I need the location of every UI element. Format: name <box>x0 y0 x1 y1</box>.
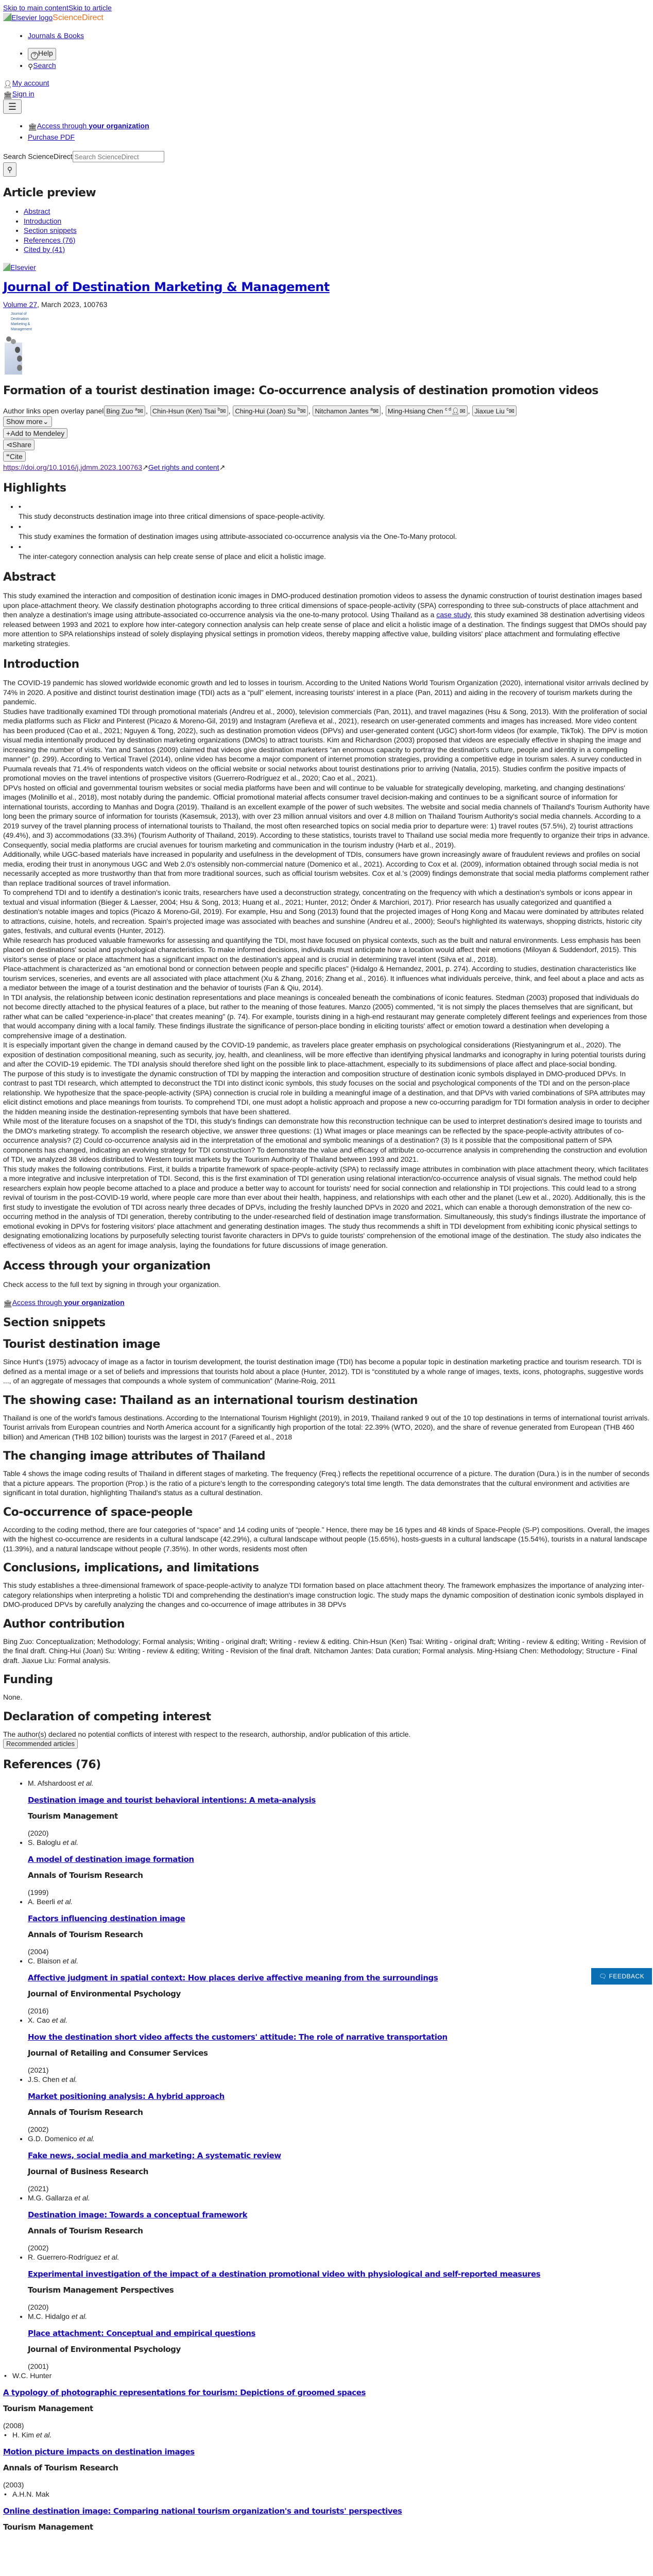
et-al: et al. <box>79 2134 95 2143</box>
intro-paragraph: Additionally, while UGC-based materials have increased in popularity and usefulness in the development of TDIs, consumers have grown increasingly aware of fraudulent reviews and profiles on social media, eroding their trust in anonymous UGC and Web 2.0's ostensibly non-commercial nature (Domenico et al., 2021). According to Cox et al. (2009), information obtained through social media is not necessarily accepted as more trustworthy than that from more traditional sources, such as official tourism websites. Cox et al.'s (2009) findings demonstrate that social media platforms complement rather than replace traditional sources of travel information. <box>3 850 649 887</box>
intro-paragraph: To comprehend TDI and to identify a destination's iconic traits, researchers have used a deconstruction strategy, concentrating on the frequency with which a destination's symbols or icons appear in textual and visual information (Bieger & Laesser, 2004; Hsu & Song, 2013; Huang et al., 2021; Hunter, 2012; Önder & Marchiori, 2017). Prior research has usually categorized and quantified a destination's notable images and topics (Picazo & Moreno-Gil, 2019). For example, Hsu and Song (2013) found that the projected images of Hong Kong and Macau were dominated by attributes related to attractions, cuisine, hotels, and recreation. Spain's projected image was associated with beaches and sunshine (Andreu et al., 2000); Seoul's highlighted its waterways, shopping districts, historic city gates, festivals, and cultural events (Hunter, 2012). <box>3 888 644 935</box>
highlight-text: This study examines the formation of destination images using attribute-associated co-occurrence analysis via the One-To-Many protocol. <box>19 532 457 540</box>
speech-bubble-icon: 🗨︎ <box>598 1972 607 1980</box>
et-al: et al. <box>57 1897 73 1906</box>
help-button[interactable] <box>28 48 56 60</box>
mendeley-label: Add to Mendeley <box>10 429 65 437</box>
author-button[interactable] <box>233 405 307 416</box>
intro-paragraph: The purpose of this study is to investigate the dynamic construction of TDI by mapping the interaction and composition structure of destination iconic symbols displayed in DMO-produced DPVs. In contrast to past TDI research, which attempted to deconstruct the TDI into distinct iconic symbols, this study focuses on the social and psychological components of the TDI and on the person-place relationship. We hypothesize that the space-people-activity (SPA) connection is crucial role in building a meaningful image of a destination, and that DPVs with varied combinations of SPA attributes may elicit distinct emotions and place meanings from tourists. To comprehend TDI, one must adopt a holistic approach and propose a new co-occurring paradigm for TDI formation analysis in order to decipher the hidden meaning inside the destination-representing symbols that have been shattered. <box>3 1069 650 1116</box>
chevron-down-icon: ⌄ <box>42 417 49 426</box>
reference-author-name: A. Beerli <box>28 1897 55 1906</box>
journal-title <box>3 279 650 295</box>
reference-author <box>28 1957 78 1965</box>
snippet-text: This study establishes a three-dimensional framework of space-people-activity to analyze TDI formation based on place attachment theory. The framework emphasizes the importance of analyzing inter-category relationships when interpreting a holistic TDI and comprehending the destination's image construction logic. The study maps the dynamic composition of destination iconic symbols displayed in DMO-produced DPVs by carefully analyzing the changes and co-occurrence of image attributes in 38 DPVs <box>3 1581 645 1609</box>
cite-button[interactable] <box>3 451 26 462</box>
reference-author <box>28 2016 67 2024</box>
reference-item <box>28 1956 650 2015</box>
intro-paragraph: Studies have traditionally examined TDI through promotional materials (Andreu et al., 2000), television commercials (Pan, 2011), and travel magazines (Hsu & Song, 2013). With the proliferation of social media platforms such as Flickr and Pinterest (Picazo & Moreno-Gil, 2019) and Instagram (Arefieva et al., 2021), research on user-generated comments and images has increased. More video content has been produced (Cao et al., 2021; Nguyen & Tong, 2022), such as destination promotion videos (DPVs) and user-generated content (UGC) short-form videos (for example, TikTok). The DPV is motion visual media intentionally produced by destination marketing organizations (DMOs) to attract tourists. Kim and Richardson (2003) proposed that videos are especially effective in shaping the image and increasing the number of visits. Yan and Santos (2009) claimed that videos give destination marketers “an enormous capacity to portray the destination's culture, people and identity in a compelling manner” (p. 299). According to Vertical Travel (2014), online video has become a major component of internet promotion strategies, providing a competitive edge in tourism sales. A survey conducted in Puumala reveals that 71.4% of respondents watch videos on the official website or social networks about tourist destinations prior to arriving (Natalia, 2015). Studies confirm the positive impacts of promotional movies on the travel intentions of prospective visitors (Guerrero-Rodríguez et al., 2020; Cao et al., 2021). <box>3 707 648 783</box>
search-icon: ⚲ <box>28 62 33 71</box>
envelope-icon: ✉ <box>459 406 466 415</box>
share-icon: ⊲ <box>6 440 12 449</box>
reference-author-name: M.C. Hidalgo <box>28 2312 70 2321</box>
section-snippets-heading: Section snippets <box>3 1316 106 1330</box>
nav-item-search <box>28 61 650 72</box>
volume-info <box>3 300 650 310</box>
reference-author <box>3 2371 650 2381</box>
highlight-item: • • The inter-category connection analysis can help create sense of place and elicit a holistic image. <box>19 542 650 561</box>
reference-author-name: A.H.N. Mak <box>12 2490 49 2499</box>
reference-year: (2003) <box>3 2480 24 2489</box>
reference-item <box>28 2312 650 2371</box>
reference-journal: Annals of Tourism Research <box>3 2463 118 2472</box>
snippet-text: The author(s) declared no potential conflicts of interest with respect to the research, authorship, and/or publication of this article. <box>3 1730 411 1738</box>
reference-author-name: H. Kim <box>12 2431 34 2439</box>
reference-item <box>28 2075 650 2134</box>
quote-icon: “ <box>6 452 10 461</box>
reference-author-name: G.D. Domenico <box>28 2134 77 2143</box>
reference-item <box>28 2015 650 2075</box>
toc-references[interactable]: References (76) <box>24 235 76 244</box>
reference-item <box>28 2134 650 2193</box>
toc-introduction[interactable]: Introduction <box>24 216 62 225</box>
cover-title: Journal of Destination Marketing & Management <box>11 312 32 331</box>
reference-title-link[interactable]: A typology of photographic representations for tourism: Depictions of groomed spaces <box>3 2387 366 2397</box>
issue-info: , March 2023, 100763 <box>37 300 108 309</box>
author-name: Bing Zuo <box>106 406 133 415</box>
sign-in-link[interactable]: Sign in <box>12 89 35 98</box>
rights-link[interactable]: Get rights and content <box>148 463 219 471</box>
affiliation-sup: c d <box>445 406 452 412</box>
reference-item <box>28 1897 650 1956</box>
external-link-icon: ↗ <box>219 463 226 471</box>
institution-icon: 🏛︎ <box>28 123 37 131</box>
access-prefix: Access through <box>12 1298 64 1307</box>
reference-year: (2016) <box>28 2006 49 2015</box>
reference-author <box>28 1779 94 1787</box>
abstract-part: This study examined the interaction and composition of destination iconic images in DMO-produced destination promotion videos to assess the dynamic construction of tourist destination images based upon place-attachment theory. We classify destination photographs according to three critical dimensions of space-people-activity (SPA) corresponding to three sub-constructs of place attachment and then analyze a destination's image using attribute-associated co-occurrence analysis via the one-to-many protocol. Using Thailand as a <box>3 591 642 619</box>
share-label: Share <box>12 440 32 449</box>
abstract-heading: Abstract <box>3 571 56 584</box>
reference-journal: Annals of Tourism Research <box>28 2226 143 2235</box>
elsevier-alt: Elsevier <box>10 263 36 272</box>
search-label: Search ScienceDirect <box>3 152 73 161</box>
help-label: Help <box>38 48 53 57</box>
affiliation-sup: b <box>297 406 300 412</box>
reference-journal: Journal of Retailing and Consumer Services <box>28 2048 208 2058</box>
author-name: Jiaxue Liu <box>474 406 505 415</box>
highlight-item: • • This study deconstructs destination image into three critical dimensions of space-people-activity. <box>19 502 650 521</box>
article-title: Formation of a tourist destination image: Co-occurrence analysis of destination promotion videos <box>3 384 598 397</box>
envelope-icon: ✉ <box>138 406 143 415</box>
reference-year: (2021) <box>28 2065 49 2074</box>
access-organization-link[interactable] <box>37 122 149 130</box>
snippet-heading: The showing case: Thailand as an international tourism destination <box>3 1394 418 1407</box>
reference-journal: Tourism Management <box>28 1811 118 1821</box>
et-al: et al. <box>51 2016 68 2025</box>
abstract-text <box>3 591 650 648</box>
snippet-heading: Co-occurrence of space-people <box>3 1505 193 1519</box>
envelope-icon: ✉ <box>373 406 379 415</box>
intro-paragraph: The COVID-19 pandemic has slowed worldwide economic growth and led to losses in tourism. According to the United Nations World Tourism Organization (2020), international visitor arrivals declined by 74% in 2020. A positive and distinct tourist destination image (TDI) acts as a “pull” element, increasing tourists' interest in a place (Pan, 2011) and aiding in the recovery of tourism markets during the pandemic. <box>3 679 649 706</box>
hamburger-icon: ☰ <box>8 101 17 112</box>
nav-item-purchase <box>28 132 650 142</box>
elsevier-publisher-link[interactable] <box>3 263 36 272</box>
reference-item <box>3 2489 650 2532</box>
et-al: et al. <box>74 2194 90 2202</box>
article-preview-heading: Article preview <box>3 187 96 199</box>
snippet-text: None. <box>3 1693 23 1702</box>
toc-section-snippets[interactable]: Section snippets <box>24 226 77 234</box>
reference-journal: Journal of Environmental Psychology <box>28 1989 181 1998</box>
reference-journal: Journal of Business Research <box>28 2166 149 2176</box>
reference-item <box>28 2193 650 2252</box>
reference-author-name: X. Cao <box>28 2016 50 2025</box>
sciencedirect-logo[interactable]: ScienceDirect <box>53 13 104 22</box>
snippet-heading: Author contribution <box>3 1617 125 1631</box>
reference-title-link[interactable]: A model of destination image formation <box>28 1854 194 1864</box>
snippet-heading: Tourist destination image <box>3 1338 160 1351</box>
introduction-heading: Introduction <box>3 658 79 671</box>
purchase-pdf-link[interactable]: Purchase PDF <box>28 132 75 141</box>
access-bold: your organization <box>89 122 149 130</box>
add-to-mendeley-button[interactable] <box>3 428 67 438</box>
reference-author-name: C. Blaison <box>28 1957 61 1965</box>
reference-year: (2001) <box>28 2362 49 2370</box>
highlight-item: • • This study examines the formation of destination images using attribute-associated co-occurrence analysis via the One-To-Many protocol. <box>19 522 650 541</box>
author-button[interactable] <box>104 405 145 416</box>
reference-journal: Journal of Environmental Psychology <box>28 2344 181 2354</box>
snippet-text: Table 4 shows the image coding results of Thailand in different stages of marketing. The frequency (Freq.) reflects the repetitional occurrence of a picture. The duration (Dura.) is in the number of seconds that a picture appears. The proportion (Prop.) is the ratio of a picture's length to the corresponding category's total time length. The data demonstrates that the cultural environment and activities are significant in total duration, highlighting Thailand's status as a cultural destination. <box>3 1469 649 1497</box>
author-name: Chin-Hsun (Ken) Tsai <box>152 406 216 415</box>
broken-image-icon <box>3 263 10 271</box>
journal-title-link[interactable]: Journal of Destination Marketing & Management <box>3 280 330 294</box>
elsevier-logo-alt: Elsevier logo <box>11 13 53 22</box>
reference-title-link[interactable]: Affective judgment in spatial context: How places derive affective meaning from the surroundings <box>28 1973 438 1982</box>
help-icon: ? <box>31 52 38 59</box>
reference-journal: Annals of Tourism Research <box>28 1870 143 1880</box>
intro-paragraph: While research has produced valuable frameworks for assessing and quantifying the TDI, most have focused on physical contexts, such as the built and natural environments. Less emphasis has been placed on destinations' social and psychological characteristics. To make informed decisions, individuals must anticipate how a location would affect their emotions (Miloyan & Suddendorf, 2015). This visitor's sense of place or place attachment has a significant impact on the destination's appeal and is crucial in determining travel intent (Silva et al., 2018). <box>3 936 641 963</box>
snippet-text: According to the coding method, there are four categories of “space” and 14 coding units of “people.” Hence, there may be 16 types and 48 kinds of Space-People (S-P) compositions. Overall, the images with the highest co-occurrence are residents in a cultural landscape (42.29%), a cultural landscape without people (15.65%), hosts-guests in a cultural landscape (15.54%), tourists in a natural landscape (11.39%), and a natural landscape without people (7.35%). In other words, residents most often <box>3 1525 650 1553</box>
reference-title-link[interactable]: Place attachment: Conceptual and empirical questions <box>28 2328 256 2338</box>
author-name: Ching-Hui (Joan) Su <box>235 406 296 415</box>
reference-author-name: M. Afshardoost <box>28 1779 76 1788</box>
toc-list <box>3 207 650 255</box>
author-button[interactable] <box>386 405 468 416</box>
intro-paragraph: Place-attachment is characterized as “an emotional bond or connection between people and specific places” (Hidalgo & Hernandez, 2001, p. 274). According to studies, destination characteristics like tourism services, sceneries, and events are all associated with place attachment (Xu & Zhang, 2016; Zhang et al., 2016). It influences what individuals perceive, think, and feel about a place and acts as a mediator between the image of a tourist destination and the behavior of tourists (Fan & Qiu, 2014). <box>3 964 644 992</box>
journals-books-link[interactable]: Journals & Books <box>28 31 84 40</box>
references-list <box>3 1778 650 2371</box>
brand-row <box>3 13 650 23</box>
skip-links <box>3 0 650 13</box>
reference-author-name: R. Guerrero-Rodríguez <box>28 2253 102 2262</box>
reference-year: (2002) <box>28 2125 49 2133</box>
author-button[interactable] <box>472 405 517 416</box>
case-study-link[interactable]: case study <box>436 611 471 619</box>
reference-journal: Annals of Tourism Research <box>28 2107 143 2117</box>
reference-item <box>3 2430 650 2489</box>
reference-author <box>3 2489 650 2499</box>
et-al: et al. <box>62 1838 79 1847</box>
intro-paragraph: It is especially important given the change in demand caused by the COVID-19 pandemic, as travelers place greater emphasis on psychological considerations (Riestyaningrum et al., 2020). The exposition of destination compositional meaning, such as security, joy, health, and cleanliness, will be more effective than identifying physical landmarks and iconography in luring potential tourists during and after the COVID-19 epidemic. The TDI analysis should therefore shed light on the possible link to place-attachment, especially to its subdimensions of place affect and place-social bonding. <box>3 1041 646 1069</box>
reference-item <box>28 1778 650 1838</box>
highlights-list <box>3 502 650 561</box>
reference-year: (2008) <box>3 2421 24 2430</box>
reference-title-link[interactable]: Motion picture impacts on destination images <box>3 2447 195 2456</box>
reference-item <box>28 1838 650 1897</box>
plus-icon: + <box>6 429 11 437</box>
intro-paragraph: This study makes the following contributions. First, it builds a tripartite framework of space-people-activity (SPA) to reclassify image attributes in combination with place attachment theory, which facilitates a more integrative and inclusive interpretation of TDI. Second, this is the first examination of TDI generation using relational interaction/co-occurrence analysis of visual signals. The method could help researchers explain how people become attached to a place and produce a better way to account for tourists' need for social connection and relationship in TDI projections. This could lead to a strong revival of tourism in the post-COVID-19 world, where people care more than ever about their health, happiness, and relationships with each other and the planet (Lew et al., 2020). Additionally, this is the first study to investigate the evolution of TDI across nearly three decades of DPVs, including the freshly launched DPVs in 2020 and 2021, which can enable a thorough demonstration of the new co-occurring method in the analysis of TDI generation, thereby contributing to the under-researched field of destination image transformation. Simultaneously, this study's findings illustrate the importance of emotional evoking in DPVs for fostering visitors' place attachment and generating destination images. The study thus recommends a shift in TDI development from exhibiting iconic physical settings to designating emotionalizing locations by purposefully selecting tourist favorite characters in DPVs to guide tourists' comprehension of the emotional image of the destination. The study also indicates the effectiveness of videos as an agent for image analysis, laying the foundations for future discussions of image generation. <box>3 1164 649 1249</box>
search-input[interactable] <box>73 151 164 162</box>
reference-author-name: S. Baloglu <box>28 1838 61 1847</box>
reference-journal: Tourism Management <box>3 2403 93 2413</box>
snippet-heading: The changing image attributes of Thailand <box>3 1450 266 1463</box>
reference-journal: Annals of Tourism Research <box>28 1929 143 1939</box>
author-name: Nitchamon Jantes <box>315 406 369 415</box>
volume-link[interactable]: Volume 27 <box>3 300 38 309</box>
skip-to-main-link[interactable]: Skip to main content <box>3 4 68 12</box>
search-submit-button[interactable] <box>3 162 16 177</box>
author-button[interactable] <box>150 405 228 416</box>
reference-author <box>3 2430 650 2440</box>
access-bold: your organization <box>64 1298 125 1307</box>
affiliation-sup: a <box>370 406 373 412</box>
feedback-button[interactable] <box>591 1968 652 1985</box>
author-name: Ming-Hsiang Chen <box>387 406 443 415</box>
snippet-heading: Funding <box>3 1673 53 1687</box>
intro-paragraph: DPVs hosted on official and governmental tourism websites or social media platforms have been and will continue to be valuable for strategically developing, marketing, and changing destinations' images (Molinillo et al., 2018), most notably during the pandemic. Official promotional material affects consumer travel decision-making and continues to be a significant source of information for international tourists, according to Manhas and Dogra (2019). Thailand is an excellent example of the power of such websites. The website and social media channels of Thailand's Tourism Authority have long been the primary source of information for tourists (Kasemsuk, 2013), with over 23 million annual visitors and over 4.8 million on Thailand Tourism Authority's social media channels. According to a 2019 survey of the travel planning process of international tourists to Thailand, the most often researched topics on social media prior to departure were: 1) travel routes (57.5%), 2) tourist attractions (49.4%), and 3) accommodations (33.3%) (Tourism Authority of Thailand, 2019). According to these statistics, tourists travel to Thailand use social media more frequently to organize their trips in advance. Consequently, social media platforms are crucial avenues for tourism marketing and communication in the tourism industry (Harb et al., 2019). <box>3 783 650 849</box>
section-snippets <box>3 1316 650 1739</box>
et-al: et al. <box>61 2075 77 2084</box>
reference-author <box>28 1838 78 1846</box>
highlight-text: This study deconstructs destination image into three critical dimensions of space-people-activity. <box>19 512 325 520</box>
toc-cited-by[interactable]: Cited by (41) <box>24 245 65 253</box>
et-al: et al. <box>104 2253 119 2262</box>
menu-button[interactable] <box>3 99 22 114</box>
show-more-label: Show more <box>6 417 43 426</box>
search-link[interactable]: Search <box>33 61 56 70</box>
skip-to-article-link[interactable]: Skip to article <box>68 4 112 12</box>
reference-year: (2002) <box>28 2243 49 2252</box>
reference-item <box>3 2371 650 2430</box>
affiliation-sup: b <box>217 406 220 412</box>
reference-year: (2004) <box>28 1947 49 1956</box>
access-prefix: Access through <box>37 122 89 130</box>
snippet-text: Since Hunt's (1975) advocacy of image as a factor in tourism development, the tourist destination image (TDI) has become a popular topic in destination marketing practice and tourism research. TDI is defined as a mental image or a set of beliefs and impressions that tourists hold about a place (Hunter, 2012). TDI is “constituted by a whole range of images, texts, icons, photographs, suggestive words ..., of an aggregate of messages that compounds a whole system of communication” (Marine-Roig, 2011 <box>3 1358 644 1385</box>
show-more-button[interactable] <box>3 416 52 427</box>
reference-title-link[interactable]: Market positioning analysis: A hybrid approach <box>28 2091 225 2101</box>
reference-year: (2020) <box>28 2302 49 2311</box>
person-icon: 👤︎ <box>3 80 12 88</box>
reference-item <box>28 2252 650 2312</box>
reference-author <box>28 2194 90 2202</box>
reference-title-link[interactable]: Factors influencing destination image <box>28 1913 185 1923</box>
envelope-icon: ✉ <box>300 406 306 415</box>
share-button[interactable] <box>3 439 35 450</box>
reference-year: (1999) <box>28 1888 49 1896</box>
snippet-text: Thailand is one of the world's famous destinations. According to the International Tourism Highlight (2019), in 2019, Thailand ranked 9 out of the 10 top destinations in terms of international tourist arrivals. Tourist arrivals from European countries and North America account for a significantly high proportion of the total: 22.39% (WTO, 2020), and the share of revenue generated from European (THB 460 billion) and American (THB 102 billion) tourists was the largest in 2017 (Fareed et al., 2018 <box>3 1413 650 1441</box>
broken-image-icon <box>3 13 11 21</box>
intro-paragraph: In TDI analysis, the relationship between iconic destination representations and place meanings is concealed beneath the combinations of iconic features. Stedman (2003) proposed that individuals do not become directly attached to the physical features of a place, but rather to the meaning of those features. Manzo (2005) commented, “it is not simply the places themselves that are significant, but rather what can be called “experience-in-place” that creates meaning” (p. 74). For example, tourists dining in a high-end restaurant may generate completely different feelings and experiences from those that would accompany dining with a local family. These findings illustrate the significance of person-place bonding in eliciting tourists' affect or emotion toward a destination when developing a comprehensive image of a destination. <box>3 993 647 1040</box>
person-icon: 👤︎ <box>451 406 460 415</box>
snippet-heading: Declaration of competing interest <box>3 1710 211 1723</box>
reference-author <box>28 2075 77 2083</box>
nav-item-access <box>28 121 650 132</box>
reference-author <box>28 1897 73 1906</box>
affiliation-sup: c <box>506 406 509 412</box>
envelope-icon: ✉ <box>509 406 514 415</box>
reference-title-link[interactable]: How the destination short video affects the customers' attitude: The role of narrative transportation <box>28 2032 448 2042</box>
et-al: et al. <box>62 1957 79 1965</box>
cite-label: Cite <box>10 452 23 461</box>
highlights-heading: Highlights <box>3 482 66 495</box>
institution-icon: 🏛︎ <box>3 1299 12 1308</box>
abstract-part: , this study examined 38 destination advertising videos released between 1993 and 2021 to explore how inter-category connection analysis can help create sense of place and elicit a holistic image of a destination. The findings suggest that DMOs should pay more attention to SPA relationships instead of solely displaying physical settings in promotion videos, thereby mapping affective value, building visitors' place attachment and formulating effective marketing strategies. <box>3 611 647 648</box>
reference-title-link[interactable]: Experimental investigation of the impact of a destination promotional video with physiological and self-reported measures <box>28 2269 541 2279</box>
elsevier-logo-link[interactable] <box>3 13 53 22</box>
et-al: et al. <box>71 2312 88 2321</box>
access-text: Check access to the full text by signing in through your organization. <box>3 1280 221 1289</box>
et-al: et al. <box>36 2431 52 2439</box>
references-heading: References (76) <box>3 1758 101 1772</box>
reference-author <box>28 2253 119 2261</box>
affiliation-sup: a <box>135 406 138 412</box>
search-icon: ⚲ <box>7 165 13 174</box>
recommended-articles-button[interactable]: Recommended articles <box>3 1739 78 1749</box>
references-list <box>3 2371 650 2532</box>
authors-label: Author links open overlay panel <box>3 406 104 415</box>
introduction-body <box>3 678 650 1250</box>
my-account-link[interactable]: My account <box>12 79 49 87</box>
intro-paragraph: While most of the literature focuses on a snapshot of the TDI, this study's findings can demonstrate how this reconstruction technique can be used to interpret destination's desired image to tourists and the DMO's marketing strategy. To accomplish the research objective, we answer three questions: (1) What images or place meanings can be reflected by the space-people-activity attributes of co-occurrence analysis? (2) Could co-occurrence analysis aid in the interpretation of the emotional and symbolic meanings of a destination? (3) Is it possible that the compositional pattern of SPA components has changed, indicating an evolving strategy for TDI construction? To demonstrate the value and efficacy of attribute co-occurrence analysis in comprehending the construction and evolution of TDI, we analyzed 38 videos distributed to Western tourist markets by the Tourism Authority of Thailand between 1993 and 2021. <box>3 1117 647 1164</box>
nav-item-journals <box>28 31 650 41</box>
reference-journal: Tourism Management Perspectives <box>28 2285 174 2295</box>
reference-author-name: W.C. Hunter <box>12 2371 52 2380</box>
reference-author-name: J.S. Chen <box>28 2075 60 2084</box>
reference-year: (2021) <box>28 2184 49 2193</box>
snippet-heading: Conclusions, implications, and limitations <box>3 1562 259 1575</box>
reference-author <box>28 2312 87 2320</box>
reference-author-name: M.G. Gallarza <box>28 2194 73 2202</box>
institution-icon: 🏛︎ <box>3 90 12 99</box>
snippet-text: Bing Zuo: Conceptualization; Methodology; Formal analysis; Writing - original draft; Writing - review & editing. Chin-Hsun (Ken) Tsai: Writing - original draft; Writing - review & editing; Writing - Revision of the final draft. Ching-Hui (Joan) Su: Writing - review & editing; Writing - Revision of the final draft. Nitchamon Jantes: Data curation; Formal analysis. Ming-Hsiang Chen: Methodology; Structure - Final draft. Jiaxue Liu: Formal analysis. <box>3 1637 646 1665</box>
reference-title-link[interactable]: Online destination image: Comparing national tourism organization's and tourists' perspectives <box>3 2506 402 2516</box>
reference-title-link[interactable]: Fake news, social media and marketing: A systematic review <box>28 2150 281 2160</box>
et-al: et al. <box>78 1779 94 1788</box>
journal-cover-image[interactable] <box>5 312 32 374</box>
feedback-label: FEEDBACK <box>609 1972 645 1980</box>
reference-journal: Tourism Management <box>3 2522 93 2532</box>
doi-link[interactable]: https://doi.org/10.1016/j.jdmm.2023.100763 <box>3 463 143 471</box>
nav-item-help <box>28 48 650 60</box>
toc-abstract[interactable]: Abstract <box>24 207 50 215</box>
access-organization-link[interactable] <box>12 1298 125 1307</box>
envelope-icon: ✉ <box>220 406 226 415</box>
doi-row <box>3 463 650 472</box>
access-heading: Access through your organization <box>3 1260 211 1273</box>
reference-title-link[interactable]: Destination image and tourist behavioral intentions: A meta-analysis <box>28 1795 316 1805</box>
reference-year: (2020) <box>28 1828 49 1837</box>
highlight-text: The inter-category connection analysis can help create sense of place and elicit a holistic image. <box>19 552 326 561</box>
reference-title-link[interactable]: Destination image: Towards a conceptual framework <box>28 2210 248 2219</box>
reference-author <box>28 2134 95 2143</box>
search-form <box>3 151 650 177</box>
external-link-icon: ↗ <box>142 463 148 471</box>
author-button[interactable] <box>313 405 381 416</box>
author-list: Author links open overlay panel Bing Zuo $^a$✉ , Chin-Hsun (Ken) Tsai $^b$✉ , Ching-Hui (Joan) Su $^b$✉ , Nitchamon Jantes $^a$✉ , Ming-Hsiang Chen $^{c d}$👤︎✉ , Jiaxue Liu $^c$✉ <box>3 405 650 416</box>
